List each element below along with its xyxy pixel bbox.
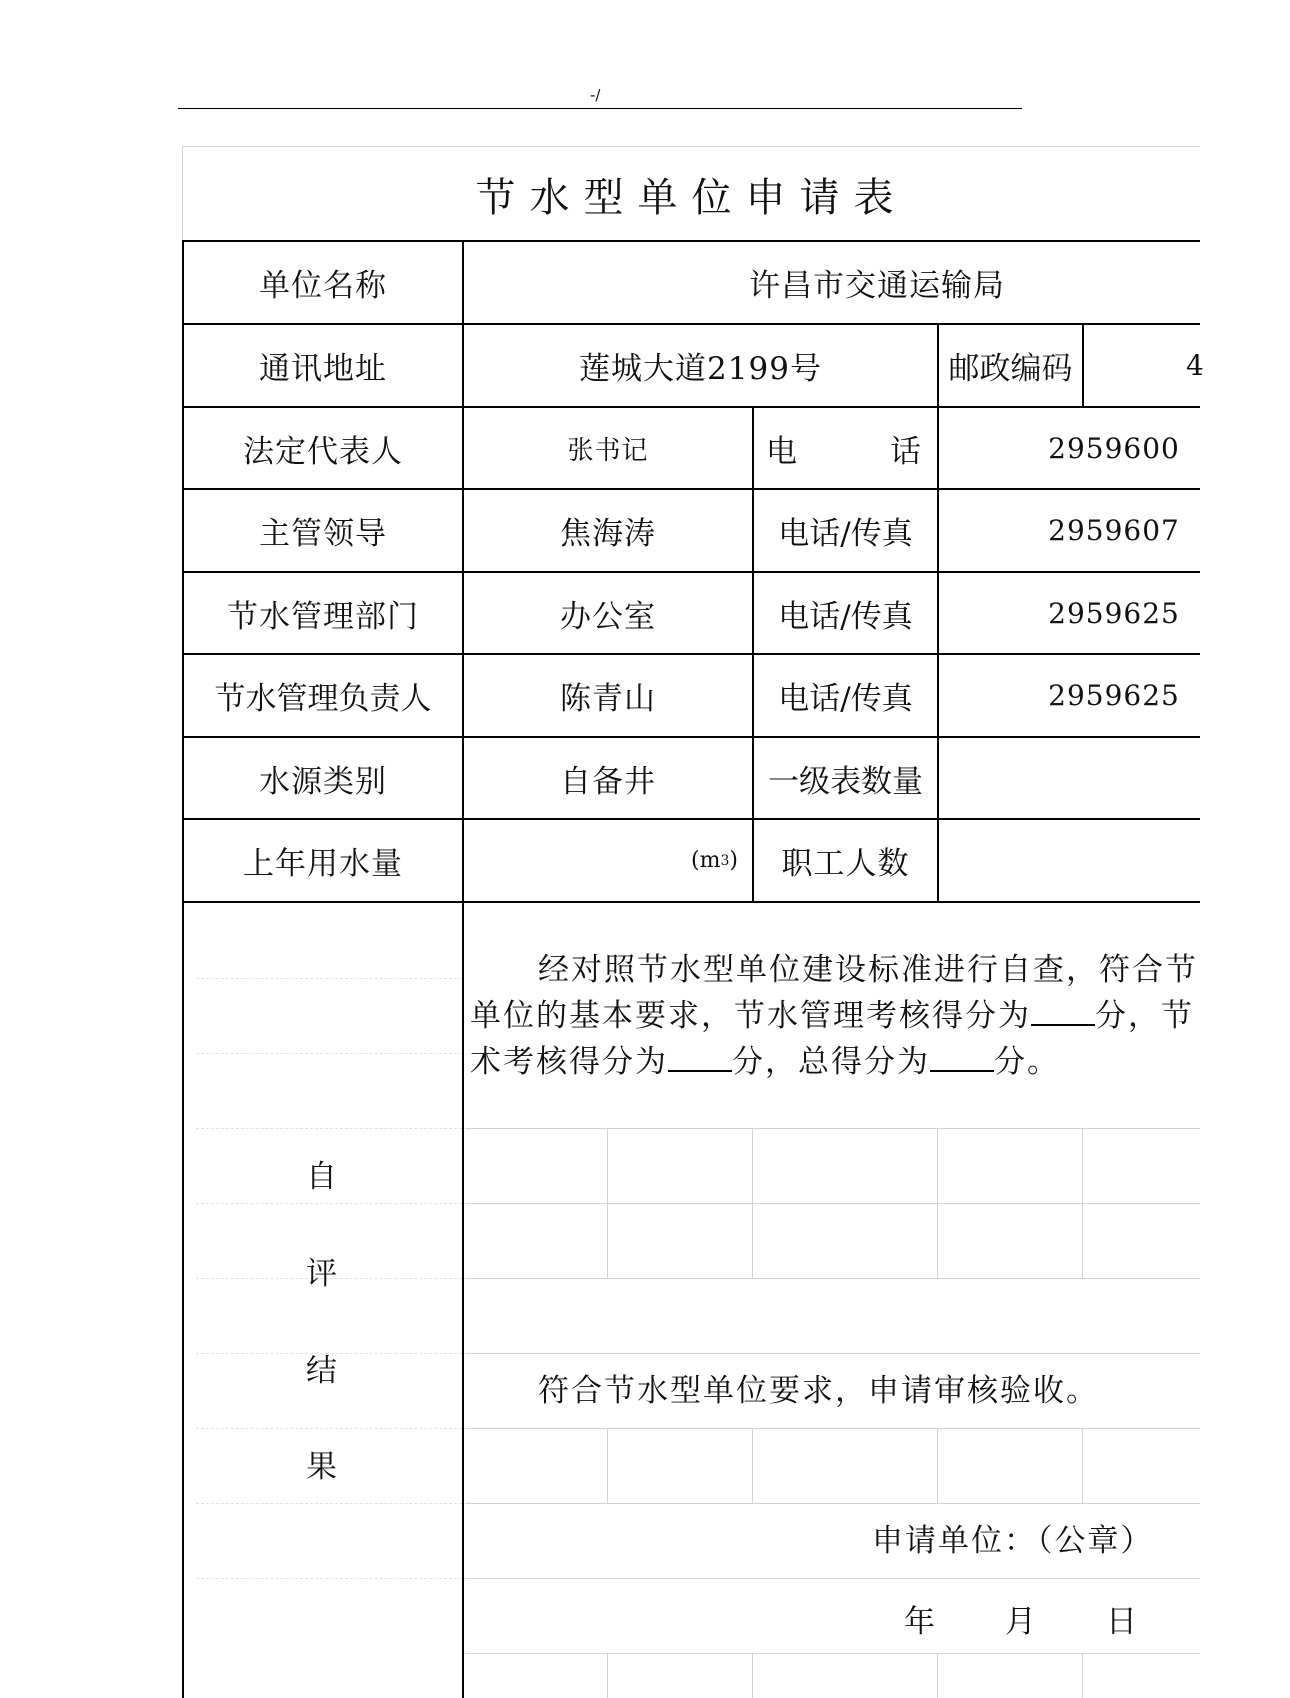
total-score-blank[interactable] [930, 1046, 994, 1072]
meter-count-value [939, 738, 1200, 818]
staff-count-value [939, 820, 1200, 901]
last-year-usage-unit [464, 820, 738, 901]
water-manager-label: 节水管理负责人 [214, 681, 432, 717]
self-eval-char-1: 自 [306, 1158, 338, 1195]
water-dept-label: 节水管理部门 [227, 598, 419, 635]
unit-name-value: 许昌市交通运输局 [749, 268, 1005, 304]
legal-rep-name: 张书记 [567, 435, 649, 466]
date-month: 月 [1005, 1603, 1037, 1640]
legal-rep-label: 法定代表人 [243, 433, 403, 470]
water-source-value: 自备井 [560, 763, 656, 800]
supervisor-label: 主管领导 [259, 516, 387, 552]
water-manager-phone-label: 电话/传真 [778, 681, 913, 717]
line2-text-a: 单位的基本要求，节水管理考核得分为 [470, 998, 1031, 1034]
technical-score-blank[interactable] [668, 1046, 732, 1072]
self-eval-char-4: 果 [306, 1448, 338, 1485]
meter-count-label: 一级表数量 [768, 763, 923, 800]
line3-text-c: 分。 [994, 1044, 1060, 1080]
phone-label-char-2: 话 [890, 433, 922, 470]
usage-unit-base: m [699, 848, 721, 873]
usage-unit-close: ) [729, 848, 738, 873]
water-manager-name: 陈青山 [560, 681, 656, 717]
form-title: 节水型单位申请表 [475, 174, 908, 221]
last-year-usage-label: 上年用水量 [243, 846, 403, 882]
self-eval-paragraph-line-1: 经对照节水型单位建设标准进行自查，符合节 [538, 952, 1198, 988]
header-rule [178, 108, 1022, 109]
application-statement: 符合节水型单位要求，申请审核验收。 [538, 1373, 1099, 1409]
supervisor-phone-value: 2959607 [1048, 514, 1180, 547]
usage-unit-exponent: 3 [720, 852, 730, 869]
water-dept-name: 办公室 [560, 598, 656, 635]
supervisor-name: 焦海涛 [560, 516, 656, 552]
self-eval-char-3: 结 [306, 1352, 338, 1389]
water-manager-phone-value: 2959625 [1048, 679, 1180, 712]
water-dept-phone-label: 电话/传真 [778, 598, 913, 635]
date-year: 年 [904, 1603, 936, 1640]
line2-text-b: 分，节 [1095, 998, 1194, 1034]
line3-text-a: 术考核得分为 [470, 1044, 668, 1080]
phone-label-char-1: 电 [766, 433, 798, 470]
unit-name-label: 单位名称 [259, 268, 387, 304]
self-eval-paragraph-line-2 [470, 993, 1194, 1039]
self-eval-char-2: 评 [306, 1255, 338, 1292]
staff-count-label: 职工人数 [781, 846, 910, 882]
usage-unit-open: ( [691, 848, 700, 873]
postal-code-value: 4 [1186, 349, 1205, 382]
date-day: 日 [1106, 1603, 1138, 1640]
legal-rep-phone-label [766, 408, 922, 488]
self-eval-paragraph-line-3 [470, 1039, 1060, 1085]
line3-text-b: 分，总得分为 [732, 1044, 930, 1080]
management-score-blank[interactable] [1031, 1000, 1095, 1026]
water-source-label: 水源类别 [259, 763, 387, 800]
postal-code-label: 邮政编码 [948, 351, 1073, 387]
page-header-mark: -/ [590, 86, 601, 104]
water-dept-phone-value: 2959625 [1048, 596, 1180, 630]
address-value: 莲城大道2199号 [579, 351, 822, 387]
supervisor-phone-label: 电话/传真 [778, 516, 913, 552]
applicant-seal-label: 申请单位：（公章） [872, 1523, 1154, 1559]
legal-rep-phone-value: 2959600 [1048, 431, 1180, 465]
address-label: 通讯地址 [259, 351, 387, 387]
